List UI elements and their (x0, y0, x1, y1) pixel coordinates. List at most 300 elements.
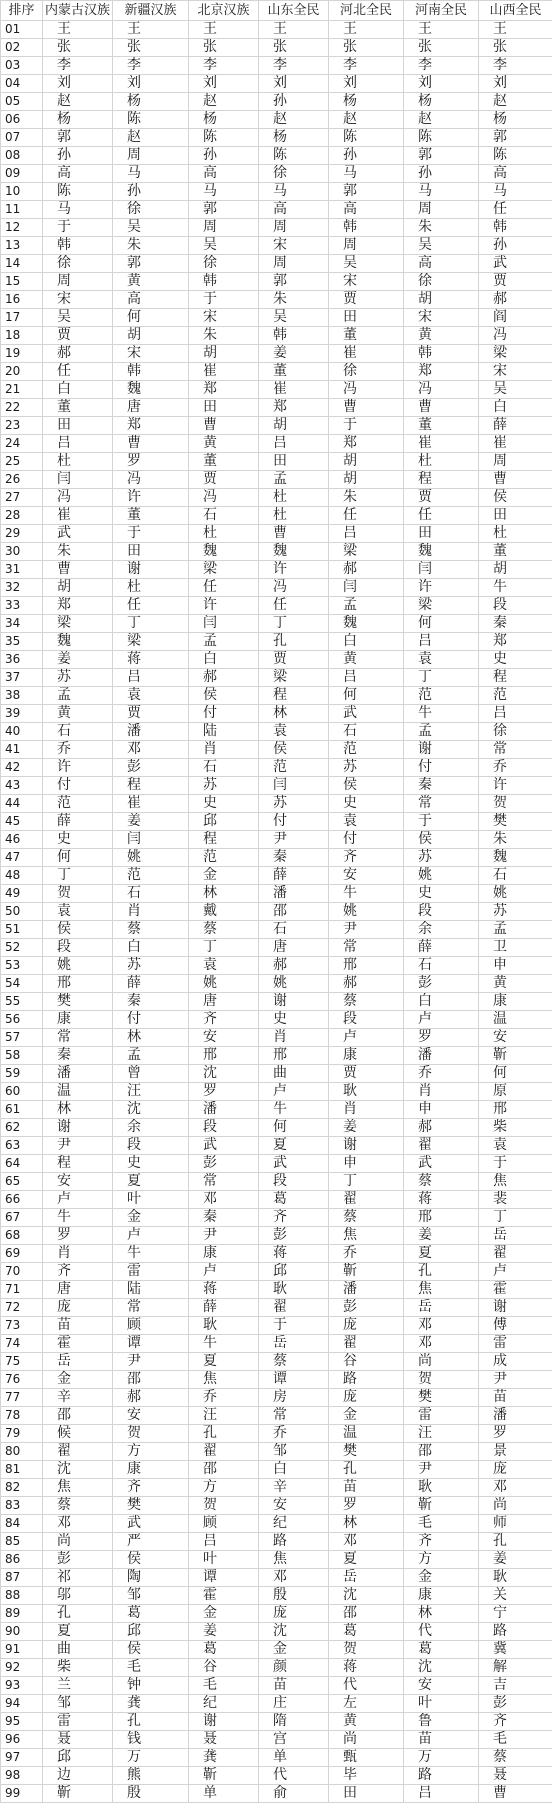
surname-cell[interactable]: 房 (259, 1389, 329, 1407)
surname-cell[interactable]: 袁 (189, 957, 259, 975)
surname-cell[interactable]: 宋 (43, 291, 113, 309)
surname-cell[interactable]: 叶 (189, 1551, 259, 1569)
surname-cell[interactable]: 严 (113, 1533, 189, 1551)
surname-cell[interactable]: 刘 (479, 75, 552, 93)
rank-cell[interactable]: 53 (1, 957, 43, 975)
surname-cell[interactable]: 苗 (259, 1677, 329, 1695)
surname-cell[interactable]: 于 (113, 525, 189, 543)
surname-cell[interactable]: 齐 (189, 1011, 259, 1029)
surname-cell[interactable]: 樊 (329, 1443, 404, 1461)
surname-cell[interactable]: 杜 (404, 453, 479, 471)
surname-cell[interactable]: 宋 (404, 309, 479, 327)
surname-cell[interactable]: 白 (259, 1461, 329, 1479)
surname-cell[interactable]: 尹 (43, 1137, 113, 1155)
rank-cell[interactable]: 35 (1, 633, 43, 651)
surname-cell[interactable]: 邹 (259, 1443, 329, 1461)
surname-cell[interactable]: 徐 (43, 255, 113, 273)
surname-cell[interactable]: 殷 (113, 1785, 189, 1803)
surname-cell[interactable]: 郭 (329, 183, 404, 201)
surname-cell[interactable]: 安 (479, 1029, 552, 1047)
surname-cell[interactable]: 于 (259, 1317, 329, 1335)
surname-cell[interactable]: 闫 (259, 777, 329, 795)
surname-cell[interactable]: 邵 (329, 1605, 404, 1623)
surname-cell[interactable]: 邬 (43, 1587, 113, 1605)
rank-cell[interactable]: 80 (1, 1443, 43, 1461)
surname-cell[interactable]: 史 (479, 651, 552, 669)
surname-cell[interactable]: 邓 (189, 1191, 259, 1209)
surname-cell[interactable]: 崔 (404, 435, 479, 453)
surname-cell[interactable]: 吕 (404, 633, 479, 651)
surname-cell[interactable]: 曹 (259, 525, 329, 543)
surname-cell[interactable]: 程 (113, 777, 189, 795)
surname-cell[interactable]: 陈 (113, 111, 189, 129)
rank-cell[interactable]: 25 (1, 453, 43, 471)
surname-cell[interactable]: 段 (189, 1119, 259, 1137)
surname-cell[interactable]: 樊 (479, 813, 552, 831)
surname-cell[interactable]: 申 (404, 1101, 479, 1119)
surname-cell[interactable]: 任 (329, 507, 404, 525)
surname-cell[interactable]: 许 (113, 489, 189, 507)
surname-cell[interactable]: 孙 (259, 93, 329, 111)
surname-cell[interactable]: 蒋 (329, 1659, 404, 1677)
surname-cell[interactable]: 石 (329, 723, 404, 741)
surname-cell[interactable]: 程 (259, 687, 329, 705)
surname-cell[interactable]: 侯 (479, 489, 552, 507)
surname-cell[interactable]: 贺 (189, 1497, 259, 1515)
surname-cell[interactable]: 胡 (259, 417, 329, 435)
surname-cell[interactable]: 谢 (329, 1137, 404, 1155)
surname-cell[interactable]: 谷 (189, 1659, 259, 1677)
surname-cell[interactable]: 周 (43, 273, 113, 291)
surname-cell[interactable]: 蔡 (329, 993, 404, 1011)
surname-cell[interactable]: 侯 (259, 741, 329, 759)
rank-cell[interactable]: 12 (1, 219, 43, 237)
surname-cell[interactable]: 尹 (404, 1461, 479, 1479)
surname-cell[interactable]: 鲁 (404, 1713, 479, 1731)
surname-cell[interactable]: 邓 (113, 741, 189, 759)
surname-cell[interactable]: 夏 (259, 1137, 329, 1155)
surname-cell[interactable]: 吴 (113, 219, 189, 237)
surname-cell[interactable]: 董 (189, 453, 259, 471)
surname-cell[interactable]: 侯 (113, 1641, 189, 1659)
rank-cell[interactable]: 48 (1, 867, 43, 885)
surname-cell[interactable]: 吴 (329, 255, 404, 273)
rank-cell[interactable]: 71 (1, 1281, 43, 1299)
surname-cell[interactable]: 杨 (329, 93, 404, 111)
surname-cell[interactable]: 贾 (404, 489, 479, 507)
surname-cell[interactable]: 安 (189, 1029, 259, 1047)
surname-cell[interactable]: 郭 (189, 201, 259, 219)
surname-cell[interactable]: 雷 (479, 1335, 552, 1353)
col-header-shandong-all[interactable]: 山东全民 (259, 1, 329, 21)
surname-cell[interactable]: 肖 (404, 1083, 479, 1101)
surname-cell[interactable]: 郝 (329, 975, 404, 993)
surname-cell[interactable]: 徐 (329, 363, 404, 381)
surname-cell[interactable]: 胡 (113, 327, 189, 345)
surname-cell[interactable]: 任 (404, 507, 479, 525)
surname-cell[interactable]: 姜 (404, 1227, 479, 1245)
surname-cell[interactable]: 肖 (329, 1101, 404, 1119)
surname-cell[interactable]: 周 (259, 219, 329, 237)
surname-cell[interactable]: 尚 (404, 1353, 479, 1371)
surname-cell[interactable]: 孟 (479, 921, 552, 939)
surname-cell[interactable]: 黄 (189, 435, 259, 453)
surname-cell[interactable]: 冯 (189, 489, 259, 507)
surname-cell[interactable]: 贾 (189, 471, 259, 489)
surname-cell[interactable]: 曹 (479, 1785, 552, 1803)
surname-cell[interactable]: 李 (113, 57, 189, 75)
surname-cell[interactable]: 贾 (479, 273, 552, 291)
surname-cell[interactable]: 薛 (43, 813, 113, 831)
surname-cell[interactable]: 安 (404, 1677, 479, 1695)
surname-cell[interactable]: 成 (479, 1353, 552, 1371)
surname-cell[interactable]: 刘 (113, 75, 189, 93)
surname-cell[interactable]: 贺 (479, 795, 552, 813)
surname-cell[interactable]: 翟 (43, 1443, 113, 1461)
rank-cell[interactable]: 76 (1, 1371, 43, 1389)
surname-cell[interactable]: 韩 (404, 345, 479, 363)
surname-cell[interactable]: 翟 (329, 1335, 404, 1353)
surname-cell[interactable]: 杜 (189, 525, 259, 543)
surname-cell[interactable]: 葛 (189, 1641, 259, 1659)
surname-cell[interactable]: 何 (404, 615, 479, 633)
surname-cell[interactable]: 翟 (329, 1191, 404, 1209)
surname-cell[interactable]: 崔 (113, 795, 189, 813)
surname-cell[interactable]: 卢 (404, 1011, 479, 1029)
surname-cell[interactable]: 高 (189, 165, 259, 183)
surname-cell[interactable]: 王 (259, 21, 329, 39)
surname-cell[interactable]: 雷 (113, 1263, 189, 1281)
surname-cell[interactable]: 郭 (404, 147, 479, 165)
surname-cell[interactable]: 马 (479, 183, 552, 201)
surname-cell[interactable]: 朱 (113, 237, 189, 255)
rank-cell[interactable]: 33 (1, 597, 43, 615)
surname-cell[interactable]: 胡 (329, 471, 404, 489)
surname-cell[interactable]: 姜 (259, 345, 329, 363)
surname-cell[interactable]: 邢 (404, 1209, 479, 1227)
surname-cell[interactable]: 袁 (329, 813, 404, 831)
surname-cell[interactable]: 魏 (113, 381, 189, 399)
surname-cell[interactable]: 袁 (259, 723, 329, 741)
surname-cell[interactable]: 李 (43, 57, 113, 75)
surname-cell[interactable]: 宋 (479, 363, 552, 381)
surname-cell[interactable]: 丁 (189, 939, 259, 957)
rank-cell[interactable]: 09 (1, 165, 43, 183)
surname-cell[interactable]: 卫 (479, 939, 552, 957)
surname-cell[interactable]: 吕 (479, 705, 552, 723)
surname-cell[interactable]: 史 (329, 795, 404, 813)
surname-cell[interactable]: 汪 (189, 1407, 259, 1425)
surname-cell[interactable]: 任 (479, 201, 552, 219)
surname-cell[interactable]: 胡 (479, 561, 552, 579)
surname-cell[interactable]: 程 (43, 1155, 113, 1173)
surname-cell[interactable]: 牛 (329, 885, 404, 903)
rank-cell[interactable]: 20 (1, 363, 43, 381)
surname-cell[interactable]: 肖 (113, 903, 189, 921)
surname-cell[interactable]: 牛 (113, 1245, 189, 1263)
surname-cell[interactable]: 安 (259, 1497, 329, 1515)
surname-cell[interactable]: 付 (113, 1011, 189, 1029)
surname-cell[interactable]: 苗 (479, 1389, 552, 1407)
surname-cell[interactable]: 王 (43, 21, 113, 39)
rank-cell[interactable]: 39 (1, 705, 43, 723)
surname-cell[interactable]: 刘 (189, 75, 259, 93)
surname-cell[interactable]: 贺 (404, 1371, 479, 1389)
surname-cell[interactable]: 孙 (113, 183, 189, 201)
surname-cell[interactable]: 罗 (113, 453, 189, 471)
surname-cell[interactable]: 武 (404, 1155, 479, 1173)
surname-cell[interactable]: 高 (404, 255, 479, 273)
surname-cell[interactable]: 乔 (329, 1245, 404, 1263)
surname-cell[interactable]: 叶 (404, 1695, 479, 1713)
surname-cell[interactable]: 孙 (479, 237, 552, 255)
surname-cell[interactable]: 姚 (113, 849, 189, 867)
surname-cell[interactable]: 宋 (189, 309, 259, 327)
surname-cell[interactable]: 邓 (43, 1515, 113, 1533)
col-header-shanxi-all[interactable]: 山西全民 (479, 1, 552, 21)
surname-cell[interactable]: 唐 (259, 939, 329, 957)
surname-cell[interactable]: 胡 (189, 345, 259, 363)
surname-cell[interactable]: 徐 (113, 201, 189, 219)
surname-cell[interactable]: 乔 (479, 759, 552, 777)
surname-cell[interactable]: 蔡 (329, 1209, 404, 1227)
surname-cell[interactable]: 马 (189, 183, 259, 201)
rank-cell[interactable]: 89 (1, 1605, 43, 1623)
surname-cell[interactable]: 于 (329, 417, 404, 435)
surname-cell[interactable]: 吴 (479, 381, 552, 399)
surname-cell[interactable]: 汪 (113, 1083, 189, 1101)
surname-cell[interactable]: 杜 (43, 453, 113, 471)
surname-cell[interactable]: 高 (259, 201, 329, 219)
surname-cell[interactable]: 史 (259, 1011, 329, 1029)
surname-cell[interactable]: 孔 (404, 1263, 479, 1281)
surname-cell[interactable]: 薛 (113, 975, 189, 993)
surname-cell[interactable]: 姚 (479, 885, 552, 903)
surname-cell[interactable]: 万 (113, 1749, 189, 1767)
surname-cell[interactable]: 魏 (404, 543, 479, 561)
surname-cell[interactable]: 石 (113, 885, 189, 903)
surname-cell[interactable]: 宋 (113, 345, 189, 363)
surname-cell[interactable]: 邹 (113, 1587, 189, 1605)
surname-cell[interactable]: 郑 (479, 633, 552, 651)
surname-cell[interactable]: 黄 (404, 327, 479, 345)
surname-cell[interactable]: 段 (259, 1173, 329, 1191)
surname-cell[interactable]: 邵 (404, 1443, 479, 1461)
surname-cell[interactable]: 齐 (259, 1209, 329, 1227)
surname-cell[interactable]: 康 (329, 1047, 404, 1065)
surname-cell[interactable]: 曹 (329, 399, 404, 417)
surname-cell[interactable]: 孟 (189, 633, 259, 651)
rank-cell[interactable]: 86 (1, 1551, 43, 1569)
surname-cell[interactable]: 刘 (259, 75, 329, 93)
surname-cell[interactable]: 杨 (479, 111, 552, 129)
rank-cell[interactable]: 98 (1, 1767, 43, 1785)
surname-cell[interactable]: 单 (189, 1785, 259, 1803)
rank-cell[interactable]: 43 (1, 777, 43, 795)
rank-cell[interactable]: 19 (1, 345, 43, 363)
surname-cell[interactable]: 孙 (329, 147, 404, 165)
rank-cell[interactable]: 22 (1, 399, 43, 417)
surname-cell[interactable]: 吕 (189, 1533, 259, 1551)
rank-cell[interactable]: 17 (1, 309, 43, 327)
surname-cell[interactable]: 苏 (404, 849, 479, 867)
surname-cell[interactable]: 潘 (189, 1101, 259, 1119)
surname-cell[interactable]: 姚 (43, 957, 113, 975)
surname-cell[interactable]: 范 (113, 867, 189, 885)
surname-cell[interactable]: 魏 (479, 849, 552, 867)
surname-cell[interactable]: 毛 (404, 1515, 479, 1533)
surname-cell[interactable]: 林 (189, 885, 259, 903)
surname-cell[interactable]: 耿 (329, 1083, 404, 1101)
surname-cell[interactable]: 杨 (113, 93, 189, 111)
surname-cell[interactable]: 温 (479, 1011, 552, 1029)
rank-cell[interactable]: 50 (1, 903, 43, 921)
surname-cell[interactable]: 温 (329, 1425, 404, 1443)
col-header-hebei-all[interactable]: 河北全民 (329, 1, 404, 21)
surname-cell[interactable]: 郝 (479, 291, 552, 309)
surname-cell[interactable]: 邢 (259, 1047, 329, 1065)
surname-cell[interactable]: 魏 (329, 615, 404, 633)
rank-cell[interactable]: 26 (1, 471, 43, 489)
surname-cell[interactable]: 尚 (329, 1731, 404, 1749)
surname-cell[interactable]: 尹 (189, 1227, 259, 1245)
surname-cell[interactable]: 付 (404, 759, 479, 777)
surname-cell[interactable]: 邓 (479, 1479, 552, 1497)
surname-cell[interactable]: 郝 (189, 669, 259, 687)
surname-cell[interactable]: 胡 (43, 579, 113, 597)
surname-cell[interactable]: 毛 (479, 1731, 552, 1749)
surname-cell[interactable]: 范 (43, 795, 113, 813)
surname-cell[interactable]: 李 (479, 57, 552, 75)
surname-cell[interactable]: 侯 (189, 687, 259, 705)
surname-cell[interactable]: 郭 (479, 129, 552, 147)
surname-cell[interactable]: 张 (404, 39, 479, 57)
surname-cell[interactable]: 吴 (404, 237, 479, 255)
surname-cell[interactable]: 侯 (113, 1551, 189, 1569)
surname-cell[interactable]: 尹 (479, 1371, 552, 1389)
surname-cell[interactable]: 韩 (259, 327, 329, 345)
rank-cell[interactable]: 45 (1, 813, 43, 831)
surname-cell[interactable]: 马 (259, 183, 329, 201)
surname-cell[interactable]: 常 (479, 741, 552, 759)
surname-cell[interactable]: 邱 (259, 1263, 329, 1281)
surname-cell[interactable]: 庞 (259, 1605, 329, 1623)
surname-cell[interactable]: 金 (404, 1569, 479, 1587)
col-header-inner-mongolia-han[interactable]: 内蒙古汉族 (43, 1, 113, 21)
col-header-beijing-han[interactable]: 北京汉族 (189, 1, 259, 21)
surname-cell[interactable]: 林 (329, 1515, 404, 1533)
surname-cell[interactable]: 肖 (43, 1245, 113, 1263)
surname-cell[interactable]: 郑 (404, 363, 479, 381)
surname-cell[interactable]: 姜 (113, 813, 189, 831)
surname-cell[interactable]: 袁 (113, 687, 189, 705)
surname-cell[interactable]: 彭 (113, 759, 189, 777)
surname-cell[interactable]: 侯 (43, 921, 113, 939)
surname-cell[interactable]: 朱 (259, 291, 329, 309)
surname-cell[interactable]: 霍 (189, 1587, 259, 1605)
surname-cell[interactable]: 薛 (479, 417, 552, 435)
surname-cell[interactable]: 沈 (329, 1587, 404, 1605)
surname-cell[interactable]: 白 (404, 993, 479, 1011)
rank-cell[interactable]: 49 (1, 885, 43, 903)
surname-cell[interactable]: 杜 (479, 525, 552, 543)
surname-cell[interactable]: 陈 (404, 129, 479, 147)
surname-cell[interactable]: 闫 (113, 831, 189, 849)
surname-cell[interactable]: 陆 (189, 723, 259, 741)
surname-cell[interactable]: 薛 (189, 1299, 259, 1317)
surname-cell[interactable]: 祁 (43, 1569, 113, 1587)
surname-cell[interactable]: 罗 (479, 1425, 552, 1443)
surname-cell[interactable]: 赵 (259, 111, 329, 129)
rank-cell[interactable]: 69 (1, 1245, 43, 1263)
rank-cell[interactable]: 60 (1, 1083, 43, 1101)
surname-cell[interactable]: 丁 (329, 1173, 404, 1191)
rank-cell[interactable]: 03 (1, 57, 43, 75)
surname-cell[interactable]: 卢 (259, 1083, 329, 1101)
surname-cell[interactable]: 董 (43, 399, 113, 417)
surname-cell[interactable]: 葛 (259, 1191, 329, 1209)
surname-cell[interactable]: 毛 (189, 1677, 259, 1695)
rank-cell[interactable]: 24 (1, 435, 43, 453)
rank-cell[interactable]: 55 (1, 993, 43, 1011)
surname-cell[interactable]: 曹 (404, 399, 479, 417)
surname-cell[interactable]: 周 (113, 147, 189, 165)
surname-cell[interactable]: 黄 (43, 705, 113, 723)
surname-cell[interactable]: 汪 (404, 1425, 479, 1443)
surname-cell[interactable]: 朱 (189, 327, 259, 345)
surname-cell[interactable]: 金 (43, 1371, 113, 1389)
surname-cell[interactable]: 代 (404, 1623, 479, 1641)
surname-cell[interactable]: 朱 (43, 543, 113, 561)
surname-cell[interactable]: 郝 (329, 561, 404, 579)
surname-cell[interactable]: 闫 (329, 579, 404, 597)
surname-cell[interactable]: 刘 (329, 75, 404, 93)
surname-cell[interactable]: 庞 (329, 1389, 404, 1407)
surname-cell[interactable]: 唐 (43, 1281, 113, 1299)
rank-cell[interactable]: 94 (1, 1695, 43, 1713)
surname-cell[interactable]: 沈 (113, 1101, 189, 1119)
surname-cell[interactable]: 申 (479, 957, 552, 975)
surname-cell[interactable]: 何 (113, 309, 189, 327)
surname-cell[interactable]: 石 (189, 507, 259, 525)
surname-cell[interactable]: 庄 (259, 1695, 329, 1713)
surname-cell[interactable]: 高 (43, 165, 113, 183)
surname-cell[interactable]: 丁 (113, 615, 189, 633)
rank-cell[interactable]: 18 (1, 327, 43, 345)
surname-cell[interactable]: 段 (479, 597, 552, 615)
surname-cell[interactable]: 郭 (113, 255, 189, 273)
surname-cell[interactable]: 卢 (113, 1227, 189, 1245)
surname-cell[interactable]: 柴 (43, 1659, 113, 1677)
surname-cell[interactable]: 冀 (479, 1641, 552, 1659)
surname-cell[interactable]: 孟 (404, 723, 479, 741)
surname-cell[interactable]: 李 (259, 57, 329, 75)
surname-cell[interactable]: 范 (189, 849, 259, 867)
surname-cell[interactable]: 耿 (189, 1317, 259, 1335)
surname-cell[interactable]: 韩 (43, 237, 113, 255)
surname-cell[interactable]: 闫 (43, 471, 113, 489)
surname-cell[interactable]: 王 (113, 21, 189, 39)
surname-cell[interactable]: 康 (189, 1245, 259, 1263)
surname-cell[interactable]: 孙 (404, 165, 479, 183)
surname-cell[interactable]: 范 (259, 759, 329, 777)
surname-cell[interactable]: 尚 (479, 1497, 552, 1515)
surname-cell[interactable]: 韩 (113, 363, 189, 381)
rank-cell[interactable]: 58 (1, 1047, 43, 1065)
rank-cell[interactable]: 79 (1, 1425, 43, 1443)
rank-cell[interactable]: 41 (1, 741, 43, 759)
surname-cell[interactable]: 范 (329, 741, 404, 759)
